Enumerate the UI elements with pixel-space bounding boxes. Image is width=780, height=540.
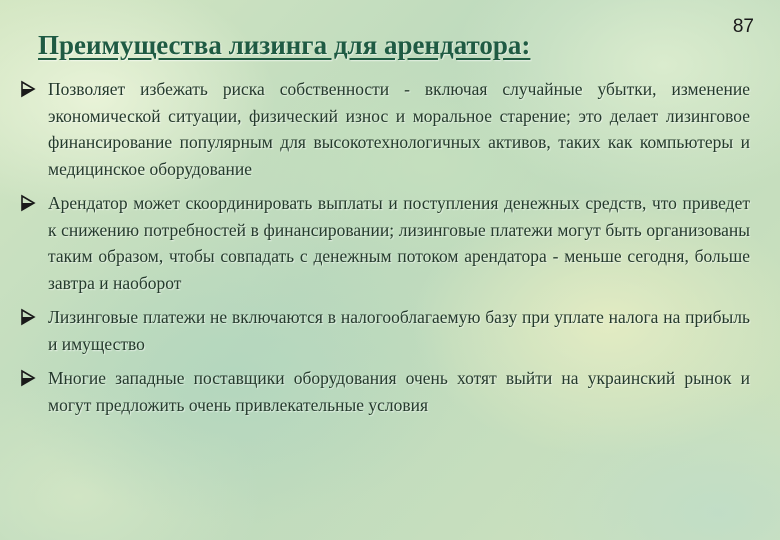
bullet-item [20, 365, 750, 418]
bullet-item [20, 76, 750, 182]
bullet-text: Многие западные поставщики оборудования очень хотят выйти на украинский рынок и могут предложить очень привлекательные условия [48, 368, 750, 415]
bullet-text: Арендатор может скоординировать выплаты и поступления денежных средств, что приведет к снижению потребностей в финансировании; лизинговые платежи могут быть организованы таким образом, чтобы совпадать с денежным потоком арендатора - меньше сегодня, больше завтра и наоборот [48, 193, 750, 293]
arrow-bullet-icon [20, 80, 36, 98]
bullet-item [20, 304, 750, 357]
page-number: 87 [732, 16, 754, 37]
bullet-item [20, 190, 750, 296]
arrow-bullet-icon [20, 369, 36, 387]
bullet-list [20, 76, 750, 426]
arrow-bullet-icon [20, 194, 36, 212]
bullet-text: Лизинговые платежи не включаются в налогооблагаемую базу при уплате налога на прибыль и имущество [48, 307, 750, 354]
arrow-bullet-icon [20, 308, 36, 326]
bullet-text: Позволяет избежать риска собственности - включая случайные убытки, изменение экономической ситуации, физический износ и моральное старение; это делает лизинговое финансирование популярным для высокотехнологичных активов, таких как компьютеры и медицинское оборудование [48, 79, 750, 179]
slide-title: Преимущества лизинга для арендатора: [38, 30, 531, 60]
